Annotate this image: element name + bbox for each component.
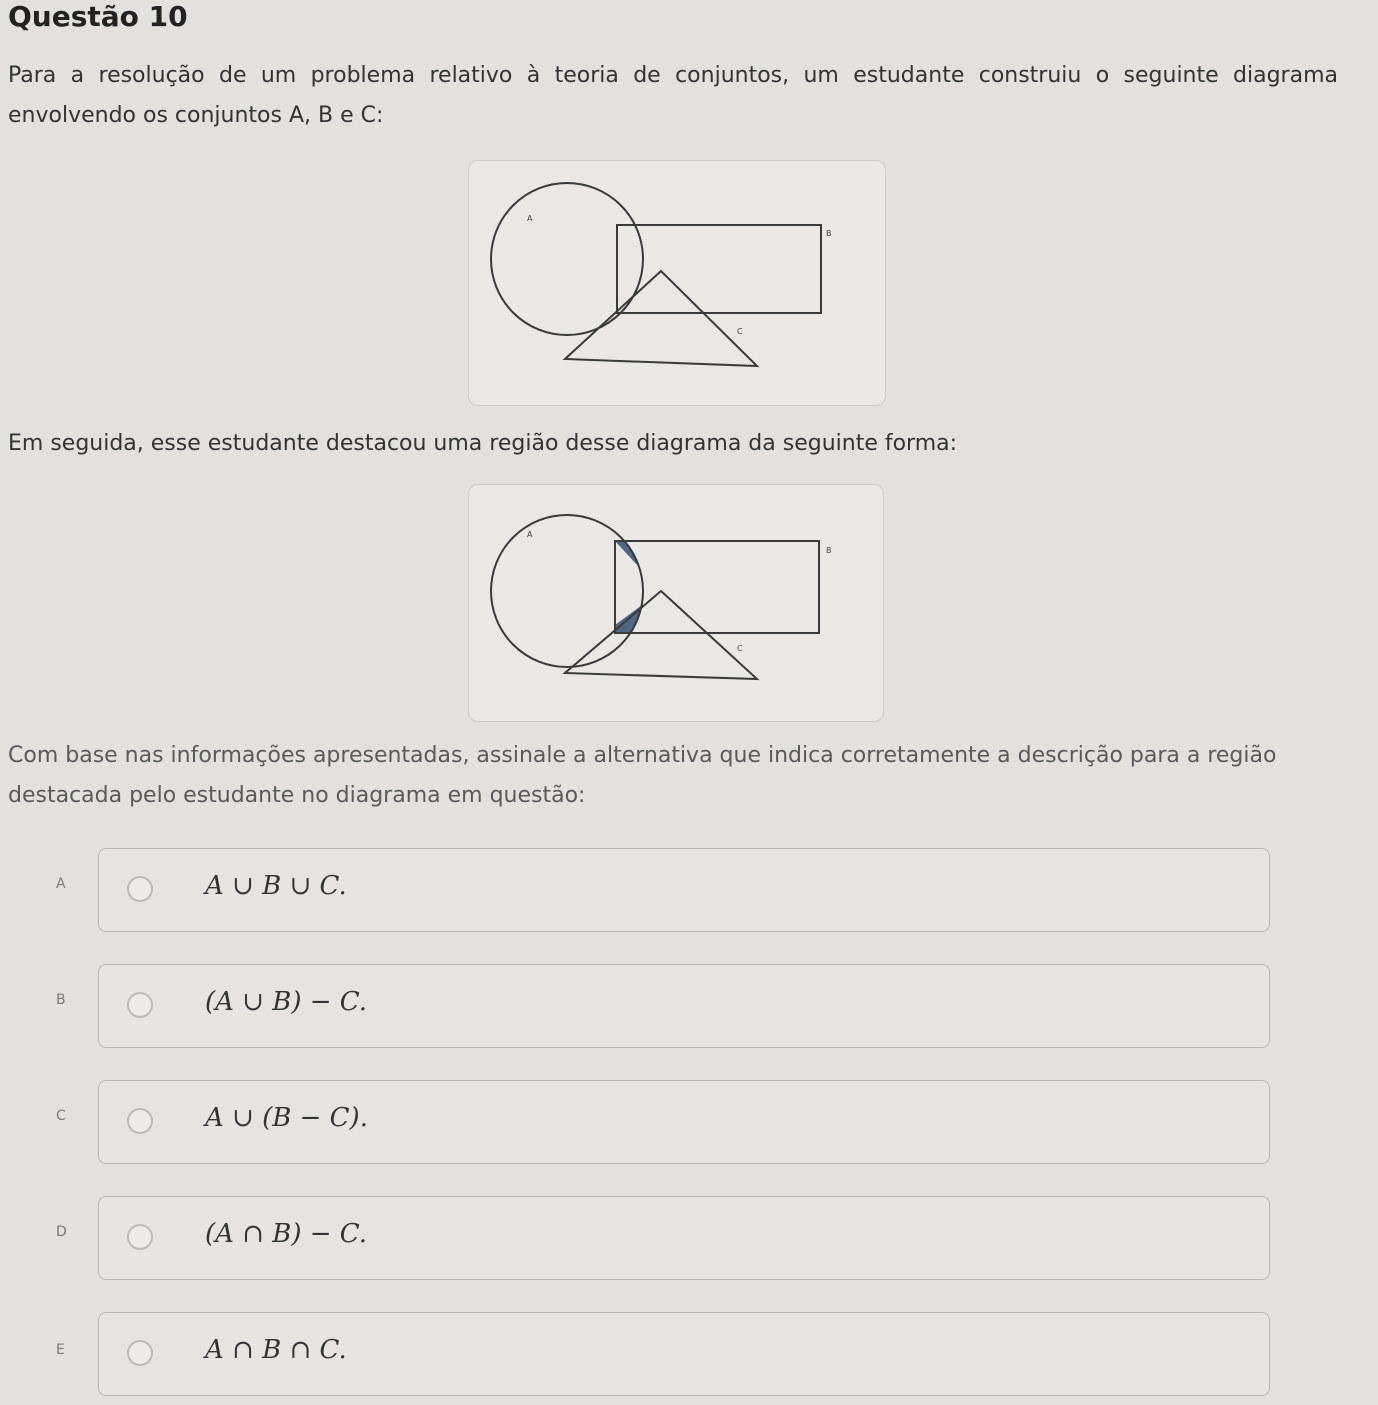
question-middle: Em seguida, esse estudante destacou uma região desse diagrama da seguinte forma: <box>8 431 958 456</box>
option-d-text: (A ∩ B) − C. <box>205 1219 368 1249</box>
label-a: A <box>527 530 533 539</box>
option-a-radio[interactable] <box>127 876 153 902</box>
option-e[interactable] <box>98 1312 1270 1396</box>
option-c-text: A ∪ (B − C). <box>205 1103 368 1133</box>
option-letter-d: D <box>56 1224 67 1240</box>
label-b: B <box>826 229 832 238</box>
venn-diagram-original <box>468 160 886 406</box>
option-c-radio[interactable] <box>127 1108 153 1134</box>
venn-diagram-highlighted-svg <box>469 485 883 721</box>
question-title: Questão 10 <box>8 0 188 33</box>
question-prompt: Com base nas informações apresentadas, assinale a alternativa que indica corretamente a descrição para a região destacada pelo estudante no diagrama em questão: <box>8 743 1277 808</box>
label-b: B <box>826 546 832 555</box>
question-intro: Para a resolução de um problema relativo à teoria de conjuntos, um estudante construiu o seguinte diagrama envolvendo os conjuntos A, B e C: <box>8 63 1338 128</box>
option-d-radio[interactable] <box>127 1224 153 1250</box>
venn-diagram-svg <box>469 161 885 405</box>
set-a-circle <box>491 515 643 667</box>
option-letter-b: B <box>56 992 66 1008</box>
option-letter-e: E <box>56 1342 65 1358</box>
option-e-text: A ∩ B ∩ C. <box>205 1335 347 1365</box>
set-c-triangle <box>565 591 757 679</box>
label-c: C <box>737 644 743 653</box>
set-b-rectangle <box>615 541 819 633</box>
option-d[interactable] <box>98 1196 1270 1280</box>
option-c[interactable] <box>98 1080 1270 1164</box>
highlighted-region <box>615 541 729 633</box>
option-letter-a: A <box>56 876 66 892</box>
option-b-radio[interactable] <box>127 992 153 1018</box>
option-b[interactable] <box>98 964 1270 1048</box>
option-b-text: (A ∪ B) − C. <box>205 987 368 1017</box>
option-e-radio[interactable] <box>127 1340 153 1366</box>
label-a: A <box>527 214 533 223</box>
set-b-rectangle <box>617 225 821 313</box>
label-c: C <box>737 327 743 336</box>
set-c-triangle <box>565 271 757 366</box>
option-a[interactable] <box>98 848 1270 932</box>
option-a-text: A ∪ B ∪ C. <box>205 871 347 901</box>
option-letter-c: C <box>56 1108 66 1124</box>
venn-diagram-highlighted <box>468 484 884 722</box>
